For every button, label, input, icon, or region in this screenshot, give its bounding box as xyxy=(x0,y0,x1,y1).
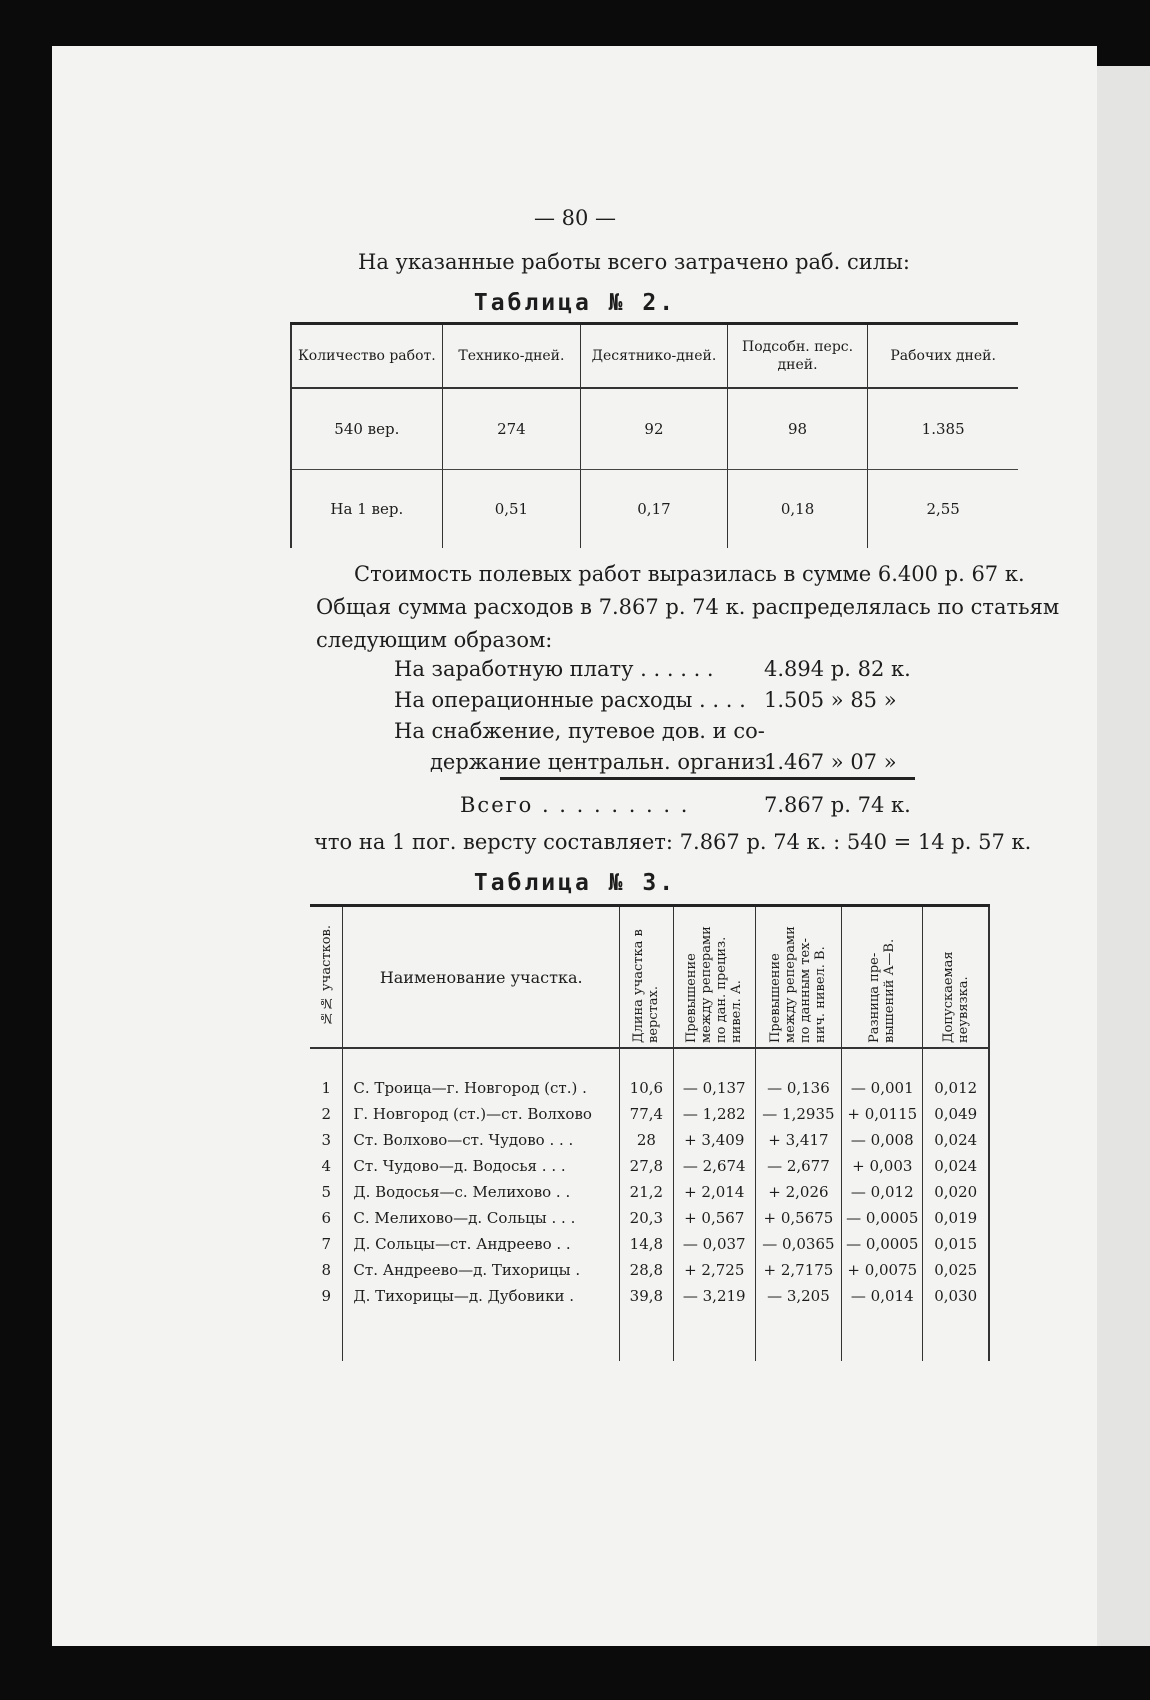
table3-cell: + 3,409 xyxy=(673,1127,755,1153)
table-row xyxy=(310,1075,989,1101)
table3-cell: 8 xyxy=(321,1261,331,1279)
table3-cell: 0,025 xyxy=(923,1257,989,1283)
table3-cell: Ст. Волхово—ст. Чудово . . . xyxy=(343,1127,620,1153)
table2-cell: 1.385 xyxy=(868,388,1018,470)
table3-cell: Д. Водосья—с. Мелихово . . xyxy=(343,1179,620,1205)
table3-cell: — 0,012 xyxy=(842,1179,923,1205)
table3-header: Наименование участка. xyxy=(343,906,620,1049)
table3-cell: — 2,674 xyxy=(673,1153,755,1179)
table3-cell: 39,8 xyxy=(619,1283,673,1309)
table-row xyxy=(310,1101,989,1127)
table-row xyxy=(310,1127,989,1153)
table3-cell: + 2,026 xyxy=(755,1179,841,1205)
table3-cell: — 2,677 xyxy=(755,1153,841,1179)
page-number: — 80 — xyxy=(533,206,617,230)
table3-cell: 0,024 xyxy=(923,1153,989,1179)
table2-header: Подсобн. перс. дней. xyxy=(727,324,868,389)
table3-cell: 0,019 xyxy=(923,1205,989,1231)
table3-cell: 0,020 xyxy=(923,1179,989,1205)
table3-header: Превышение между реперами по данным тех- нич. нивел. В. xyxy=(755,906,841,1049)
expense-label: На снабжение, путевое дов. и со- xyxy=(394,719,765,743)
table3-cell: — 0,0365 xyxy=(755,1231,841,1257)
table-row xyxy=(310,1257,989,1283)
total-label: Всего . . . . . . . . . xyxy=(460,793,690,817)
table3-cell: 14,8 xyxy=(619,1231,673,1257)
table3-cell: Ст. Чудово—д. Водосья . . . xyxy=(343,1153,620,1179)
table3-cell: Ст. Андреево—д. Тихорицы . xyxy=(343,1257,620,1283)
table3-cell: Д. Сольцы—ст. Андреево . . xyxy=(343,1231,620,1257)
table3-cell: 0,015 xyxy=(923,1231,989,1257)
table2 xyxy=(290,322,1018,548)
table3-cell: 6 xyxy=(321,1209,331,1227)
table3-cell: 0,012 xyxy=(923,1075,989,1101)
table3-cell: + 0,0075 xyxy=(842,1257,923,1283)
table3-header: Длина участка в верстах. xyxy=(619,906,673,1049)
table3-header-row xyxy=(310,906,989,1049)
table2-cell: 98 xyxy=(727,388,868,470)
table3-cell: 27,8 xyxy=(619,1153,673,1179)
table3-cell: — 0,001 xyxy=(842,1075,923,1101)
table3-cell: 28 xyxy=(619,1127,673,1153)
table2-header-row xyxy=(291,324,1018,389)
table3-header: Разница пре- вышений А—В. xyxy=(842,906,923,1049)
table3-cell: С. Мелихово—д. Сольцы . . . xyxy=(343,1205,620,1231)
expense-value: 4.894 р. 82 к. xyxy=(764,657,911,681)
table3-header: Допускаемая неувязка. xyxy=(923,906,989,1049)
table2-cell: 540 вер. xyxy=(291,388,442,470)
table2-cell: 92 xyxy=(581,388,728,470)
table3-cell: + 2,725 xyxy=(673,1257,755,1283)
table3-header: №№ участков. xyxy=(310,906,343,1049)
table3-cell: 28,8 xyxy=(619,1257,673,1283)
table3-cell: С. Троица—г. Новгород (ст.) . xyxy=(343,1075,620,1101)
table2-cell: 0,17 xyxy=(581,470,728,549)
table2-title: Таблица № 2. xyxy=(473,290,677,316)
table-row xyxy=(291,388,1018,470)
expense-label: На заработную плату . . . . . . xyxy=(394,657,714,681)
paragraph-line-2: Общая сумма расходов в 7.867 р. 74 к. распределялась по статьям xyxy=(316,595,1060,619)
table3-cell: Г. Новгород (ст.)—ст. Волхово xyxy=(343,1101,620,1127)
expense-value: 1.505 » 85 » xyxy=(764,688,897,712)
table3-cell: + 0,567 xyxy=(673,1205,755,1231)
table-row-tail xyxy=(310,1309,989,1361)
table-row xyxy=(310,1205,989,1231)
table2-cell: 2,55 xyxy=(868,470,1018,549)
table3-cell: — 3,219 xyxy=(673,1283,755,1309)
table-row xyxy=(310,1231,989,1257)
table3-cell: — 3,205 xyxy=(755,1283,841,1309)
table2-cell: 0,51 xyxy=(442,470,581,549)
table3-cell: — 0,037 xyxy=(673,1231,755,1257)
table3-title: Таблица № 3. xyxy=(473,870,677,896)
expense-value: 1.467 » 07 » xyxy=(764,750,897,774)
expense-label: держание центральн. организ. xyxy=(430,750,774,774)
table3 xyxy=(310,904,990,1361)
table3-cell: 0,024 xyxy=(923,1127,989,1153)
table-row-spacer xyxy=(310,1048,989,1075)
table-row xyxy=(310,1179,989,1205)
table3-cell: 20,3 xyxy=(619,1205,673,1231)
per-verst-text: что на 1 пог. версту составляет: 7.867 р. 74 к. : 540 = 14 р. 57 к. xyxy=(314,830,1032,854)
table2-header: Десятнико-дней. xyxy=(581,324,728,389)
table3-cell: 9 xyxy=(321,1287,331,1305)
table-row xyxy=(310,1283,989,1309)
table3-cell: — 0,137 xyxy=(673,1075,755,1101)
table3-cell: 0,030 xyxy=(923,1283,989,1309)
total-value: 7.867 р. 74 к. xyxy=(764,793,911,817)
table2-cell: 274 xyxy=(442,388,581,470)
table3-cell: — 0,136 xyxy=(755,1075,841,1101)
table3-cell: 0,049 xyxy=(923,1101,989,1127)
table2-cell: На 1 вер. xyxy=(291,470,442,549)
table3-cell: + 2,014 xyxy=(673,1179,755,1205)
table3-header: Превышение между реперами по дан. прециз. нивел. А. xyxy=(673,906,755,1049)
table-row xyxy=(291,470,1018,549)
table3-cell: 7 xyxy=(321,1235,331,1253)
table2-cell: 0,18 xyxy=(727,470,868,549)
table3-cell: — 1,282 xyxy=(673,1101,755,1127)
table3-cell: 1 xyxy=(321,1079,331,1097)
table-row xyxy=(310,1153,989,1179)
table2-header: Количество работ. xyxy=(291,324,442,389)
table3-cell: — 0,0005 xyxy=(842,1231,923,1257)
expense-label: На операционные расходы . . . . xyxy=(394,688,746,712)
paragraph-line-3: следующим образом: xyxy=(316,628,553,652)
table2-header: Технико-дней. xyxy=(442,324,581,389)
sum-divider xyxy=(500,777,915,780)
table3-cell: + 3,417 xyxy=(755,1127,841,1153)
table3-cell: 5 xyxy=(321,1183,331,1201)
table3-cell: — 0,014 xyxy=(842,1283,923,1309)
table3-cell: 77,4 xyxy=(619,1101,673,1127)
table3-cell: 3 xyxy=(321,1131,331,1149)
table3-cell: Д. Тихорицы—д. Дубовики . xyxy=(343,1283,620,1309)
table3-cell: — 1,2935 xyxy=(755,1101,841,1127)
table3-cell: + 2,7175 xyxy=(755,1257,841,1283)
table3-cell: 21,2 xyxy=(619,1179,673,1205)
table3-cell: 10,6 xyxy=(619,1075,673,1101)
table3-cell: + 0,0115 xyxy=(842,1101,923,1127)
intro-text: На указанные работы всего затрачено раб. силы: xyxy=(358,250,910,274)
paragraph-line-1: Стоимость полевых работ выразилась в сумме 6.400 р. 67 к. xyxy=(354,562,1025,586)
table2-header: Рабочих дней. xyxy=(868,324,1018,389)
table3-cell: 4 xyxy=(321,1157,331,1175)
table3-cell: + 0,5675 xyxy=(755,1205,841,1231)
table3-cell: + 0,003 xyxy=(842,1153,923,1179)
table3-cell: — 0,0005 xyxy=(842,1205,923,1231)
table3-cell: — 0,008 xyxy=(842,1127,923,1153)
table3-cell: 2 xyxy=(321,1105,331,1123)
